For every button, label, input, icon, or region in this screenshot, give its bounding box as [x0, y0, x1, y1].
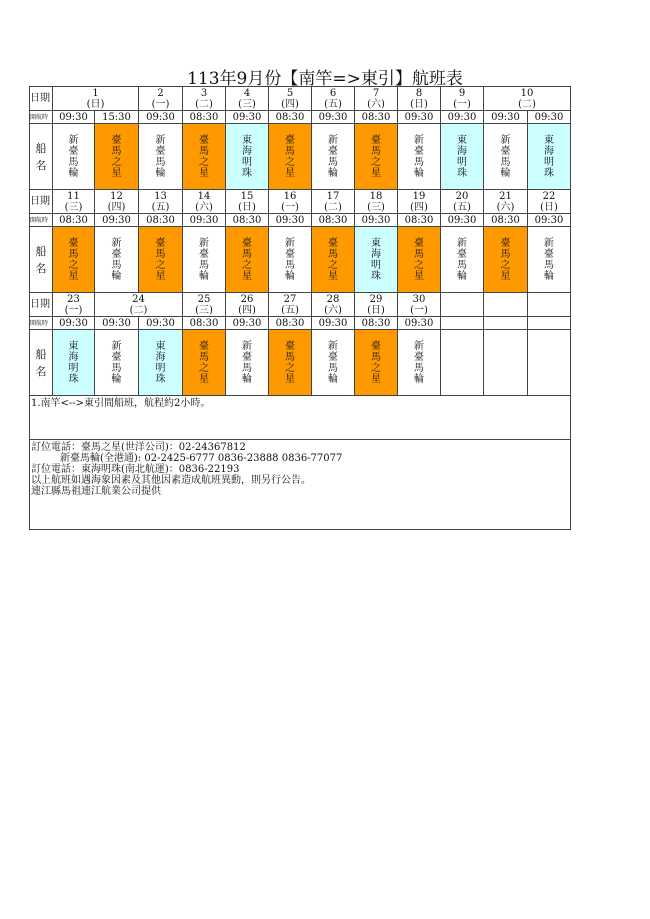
route-note — [30, 396, 571, 440]
booking-dh: 訂位電話：東海明珠(南北航運)：0836-22193 — [31, 464, 240, 475]
date-label: 日期 — [30, 190, 53, 214]
ship-cell: 新 臺 馬 輪 — [312, 124, 355, 190]
empty-cell — [528, 330, 571, 396]
time-cell: 09:30 — [441, 111, 484, 124]
empty-cell — [484, 293, 528, 317]
date-cell: 13 (五) — [139, 190, 183, 214]
ship-cell: 東 海 明 珠 — [139, 330, 183, 396]
route-note-text: 1.南竿<-->東引間船班，航程約2小時。 — [31, 398, 211, 409]
ship-cell: 新 臺 馬 輪 — [528, 227, 571, 293]
week2-time-row — [30, 214, 571, 227]
week3-date-row — [30, 293, 571, 317]
ship-cell: 臺 馬 之 星 — [183, 330, 226, 396]
time-cell: 08:30 — [269, 111, 312, 124]
week3-time-row — [30, 317, 571, 330]
date-cell: 18 (三) — [355, 190, 398, 214]
ship-cell: 新 臺 馬 輪 — [95, 330, 139, 396]
ship-cell: 東 海 明 珠 — [226, 124, 269, 190]
ship-cell: 臺 馬 之 星 — [398, 227, 441, 293]
ship-cell: 臺 馬 之 星 — [312, 227, 355, 293]
time-cell: 09:30 — [355, 214, 398, 227]
time-cell: 08:30 — [269, 317, 312, 330]
ship-cell: 臺 馬 之 星 — [53, 227, 95, 293]
date-cell: 2 (一) — [139, 87, 183, 111]
route-note-row — [30, 396, 571, 440]
time-cell: 09:30 — [312, 111, 355, 124]
date-cell: 6 (五) — [312, 87, 355, 111]
ship-cell: 臺 馬 之 星 — [355, 124, 398, 190]
departure-label: 開航時 — [30, 111, 53, 124]
ship-cell: 臺 馬 之 星 — [139, 227, 183, 293]
empty-cell — [441, 317, 484, 330]
ship-name-label: 船 名 — [30, 124, 53, 190]
time-cell: 09:30 — [53, 317, 95, 330]
time-cell: 09:30 — [53, 111, 95, 124]
empty-cell — [441, 293, 484, 317]
empty-cell — [528, 293, 571, 317]
time-cell: 09:30 — [139, 111, 183, 124]
booking-tm: 訂位電話：臺馬之星(世洋公司)：02-24367812 — [31, 442, 246, 453]
date-label: 日期 — [30, 293, 53, 317]
date-cell: 28 (六) — [312, 293, 355, 317]
week2-date-row — [30, 190, 571, 214]
date-cell: 10 (二) — [484, 87, 571, 111]
date-cell: 14 (六) — [183, 190, 226, 214]
date-cell: 27 (五) — [269, 293, 312, 317]
ship-cell: 新 臺 馬 輪 — [226, 330, 269, 396]
time-cell: 08:30 — [398, 214, 441, 227]
time-cell: 09:30 — [441, 214, 484, 227]
contact-note-row — [30, 440, 571, 530]
empty-cell — [441, 330, 484, 396]
ship-cell: 東 海 明 珠 — [355, 227, 398, 293]
date-cell: 16 (一) — [269, 190, 312, 214]
ship-cell: 東 海 明 珠 — [53, 330, 95, 396]
date-cell: 30 (一) — [398, 293, 441, 317]
time-cell: 08:30 — [183, 317, 226, 330]
date-cell: 29 (日) — [355, 293, 398, 317]
date-cell: 26 (四) — [226, 293, 269, 317]
contact-notes — [30, 440, 571, 530]
week1-time-row — [30, 111, 571, 124]
time-cell: 08:30 — [53, 214, 95, 227]
week1-ship-row — [30, 124, 571, 190]
ship-name-label: 船 名 — [30, 227, 53, 293]
week3-ship-row — [30, 330, 571, 396]
ship-cell: 東 海 明 珠 — [528, 124, 571, 190]
week2-ship-row — [30, 227, 571, 293]
date-cell: 19 (四) — [398, 190, 441, 214]
ship-cell: 臺 馬 之 星 — [269, 330, 312, 396]
time-cell: 09:30 — [528, 111, 571, 124]
ship-cell: 新 臺 馬 輪 — [398, 124, 441, 190]
date-cell: 8 (日) — [398, 87, 441, 111]
time-cell: 09:30 — [226, 317, 269, 330]
weather-note: 以上航班如遇海象因素及其他因素造成航班異動，則另行公告。 — [31, 475, 311, 486]
ship-cell: 臺 馬 之 星 — [183, 124, 226, 190]
ship-cell: 新 臺 馬 輪 — [139, 124, 183, 190]
date-cell: 24 (二) — [95, 293, 183, 317]
time-cell: 09:30 — [528, 214, 571, 227]
page-title: 113年9月份【南竿=>東引】航班表 — [187, 69, 463, 89]
ship-name-label: 船 名 — [30, 330, 53, 396]
empty-cell — [484, 330, 528, 396]
date-cell: 12 (四) — [95, 190, 139, 214]
ship-cell: 新 臺 馬 輪 — [269, 227, 312, 293]
time-cell: 09:30 — [226, 111, 269, 124]
departure-label: 開航時 — [30, 317, 53, 330]
time-cell: 08:30 — [226, 214, 269, 227]
schedule-table — [29, 86, 571, 530]
ship-cell: 新 臺 馬 輪 — [484, 124, 528, 190]
provider-note: 連江縣馬祖連江航業公司提供 — [31, 486, 161, 497]
ship-cell: 新 臺 馬 輪 — [441, 227, 484, 293]
time-cell: 09:30 — [398, 317, 441, 330]
date-cell: 3 (二) — [183, 87, 226, 111]
time-cell: 08:30 — [139, 214, 183, 227]
time-cell: 09:30 — [398, 111, 441, 124]
date-cell: 5 (四) — [269, 87, 312, 111]
date-cell: 4 (三) — [226, 87, 269, 111]
time-cell: 09:30 — [139, 317, 183, 330]
time-cell: 08:30 — [355, 317, 398, 330]
empty-cell — [484, 317, 528, 330]
date-cell: 7 (六) — [355, 87, 398, 111]
time-cell: 08:30 — [312, 214, 355, 227]
date-cell: 20 (五) — [441, 190, 484, 214]
ship-cell: 臺 馬 之 星 — [226, 227, 269, 293]
time-cell: 09:30 — [95, 317, 139, 330]
time-cell: 09:30 — [183, 214, 226, 227]
week1-date-row — [30, 87, 571, 111]
booking-sx: 新臺馬輪(全港通): 02-2425-6777 0836-23888 0836-77077 — [60, 453, 343, 464]
time-cell: 08:30 — [355, 111, 398, 124]
ship-cell: 臺 馬 之 星 — [269, 124, 312, 190]
time-cell: 09:30 — [95, 214, 139, 227]
date-cell: 15 (日) — [226, 190, 269, 214]
time-cell: 08:30 — [183, 111, 226, 124]
date-cell: 17 (二) — [312, 190, 355, 214]
date-cell: 23 (一) — [53, 293, 95, 317]
time-cell: 09:30 — [484, 111, 528, 124]
ship-cell: 臺 馬 之 星 — [355, 330, 398, 396]
time-cell: 09:30 — [312, 317, 355, 330]
empty-cell — [528, 317, 571, 330]
date-label: 日期 — [30, 87, 53, 111]
time-cell: 09:30 — [269, 214, 312, 227]
ship-cell: 臺 馬 之 星 — [95, 124, 139, 190]
date-cell: 22 (日) — [528, 190, 571, 214]
date-cell: 25 (三) — [183, 293, 226, 317]
ship-cell: 新 臺 馬 輪 — [312, 330, 355, 396]
time-cell: 08:30 — [484, 214, 528, 227]
ship-cell: 新 臺 馬 輪 — [398, 330, 441, 396]
departure-label: 開航時 — [30, 214, 53, 227]
date-cell: 9 (一) — [441, 87, 484, 111]
ship-cell: 新 臺 馬 輪 — [95, 227, 139, 293]
ship-cell: 新 臺 馬 輪 — [183, 227, 226, 293]
ship-cell: 新 臺 馬 輪 — [53, 124, 95, 190]
date-cell: 11 (三) — [53, 190, 95, 214]
ship-cell: 臺 馬 之 星 — [484, 227, 528, 293]
time-cell: 15:30 — [95, 111, 139, 124]
ship-cell: 東 海 明 珠 — [441, 124, 484, 190]
date-cell: 1 (日) — [53, 87, 139, 111]
date-cell: 21 (六) — [484, 190, 528, 214]
